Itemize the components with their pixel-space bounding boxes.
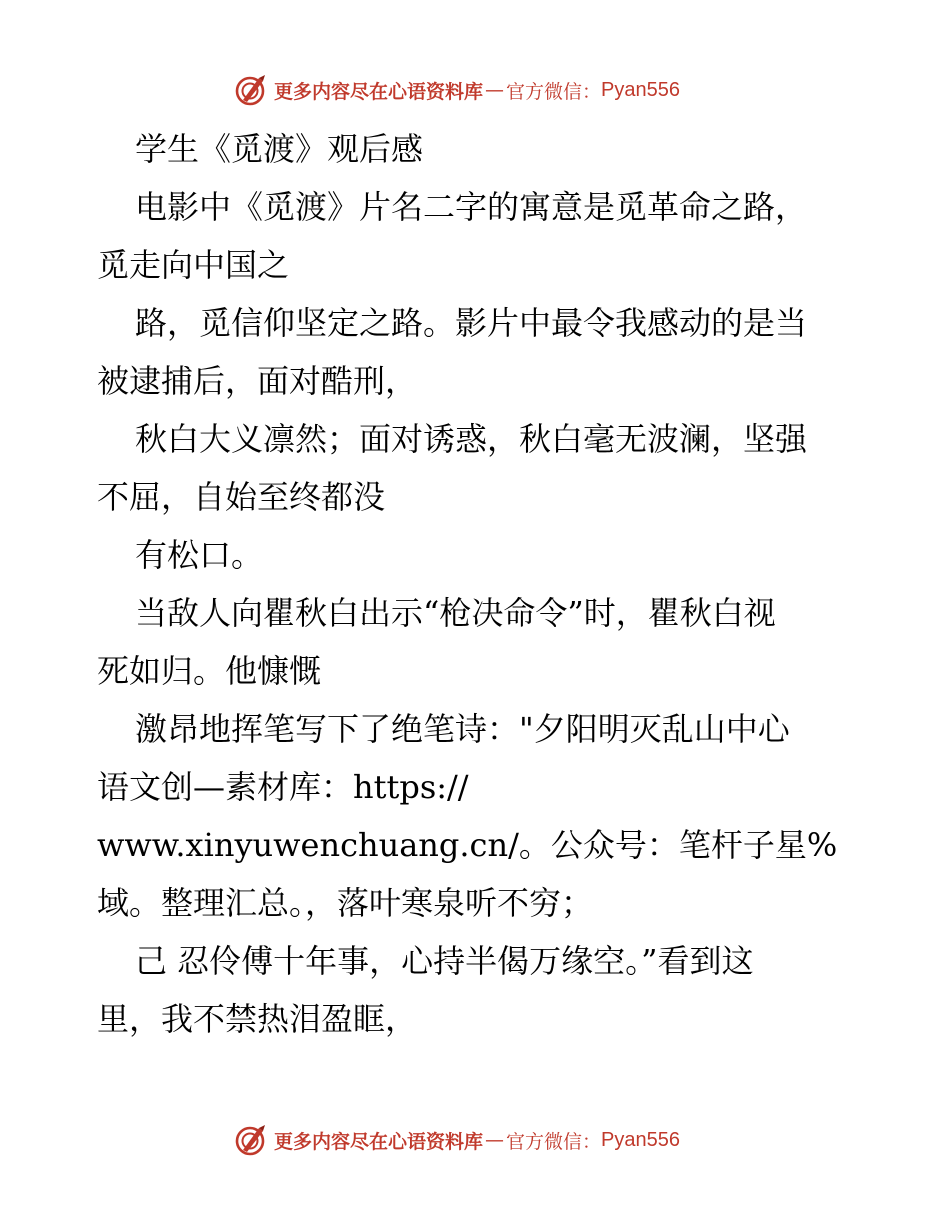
watermark-text: 更多内容尽在心语资料库 <box>274 80 484 103</box>
watermark-label: 官方微信： <box>506 1130 602 1153</box>
text-line: 路，觅信仰坚定之路。影片中最令我感动的是当 <box>135 304 808 342</box>
text-line: 觅走向中国之 <box>97 246 290 284</box>
text-line: 里，我不禁热泪盈眶， <box>97 1000 418 1038</box>
watermark-separator: — <box>485 79 505 101</box>
watermark-text: 更多内容尽在心语资料库 <box>274 1130 484 1153</box>
text-line: 电影中《觅渡》片名二字的寓意是觅革命之路， <box>135 188 808 226</box>
text-line: 域。整理汇总。，落叶寒泉听不穷； <box>97 884 594 922</box>
document-title: 学生《觅渡》观后感 <box>135 130 424 168</box>
text-line: 激昂地挥笔写下了绝笔诗："夕阳明灭乱山中心 <box>135 710 790 748</box>
watermark-id: Pyan556 <box>601 78 680 101</box>
text-line: 死如归。他慷慨 <box>97 652 322 690</box>
text-line: 被逮捕后，面对酷刑， <box>97 362 418 400</box>
brush-logo-icon <box>234 73 268 107</box>
text-line: 当敌人向瞿秋白出示“枪决命令”时，瞿秋白视 <box>135 594 776 632</box>
text-line: 不屈，自始至终都没 <box>97 478 386 516</box>
watermark-label: 官方微信： <box>506 80 602 103</box>
brush-logo-icon <box>234 1123 268 1157</box>
text-line: www.xinyuwenchuang.cn/。公众号：笔杆子星% <box>97 826 838 864</box>
watermark-id: Pyan556 <box>601 1128 680 1151</box>
footer-watermark <box>234 1122 680 1158</box>
text-line: 己 忍伶傅十年事，心持半偈万缘空。”看到这 <box>135 942 754 980</box>
watermark-separator: — <box>485 1129 505 1151</box>
text-line: 秋白大义凛然；面对诱惑，秋白毫无波澜，坚强 <box>135 420 808 458</box>
header-watermark <box>234 72 680 108</box>
text-line: 有松口。 <box>135 536 264 574</box>
text-line: 语文创—素材库：https:// <box>97 768 469 806</box>
document-body <box>97 120 857 1048</box>
